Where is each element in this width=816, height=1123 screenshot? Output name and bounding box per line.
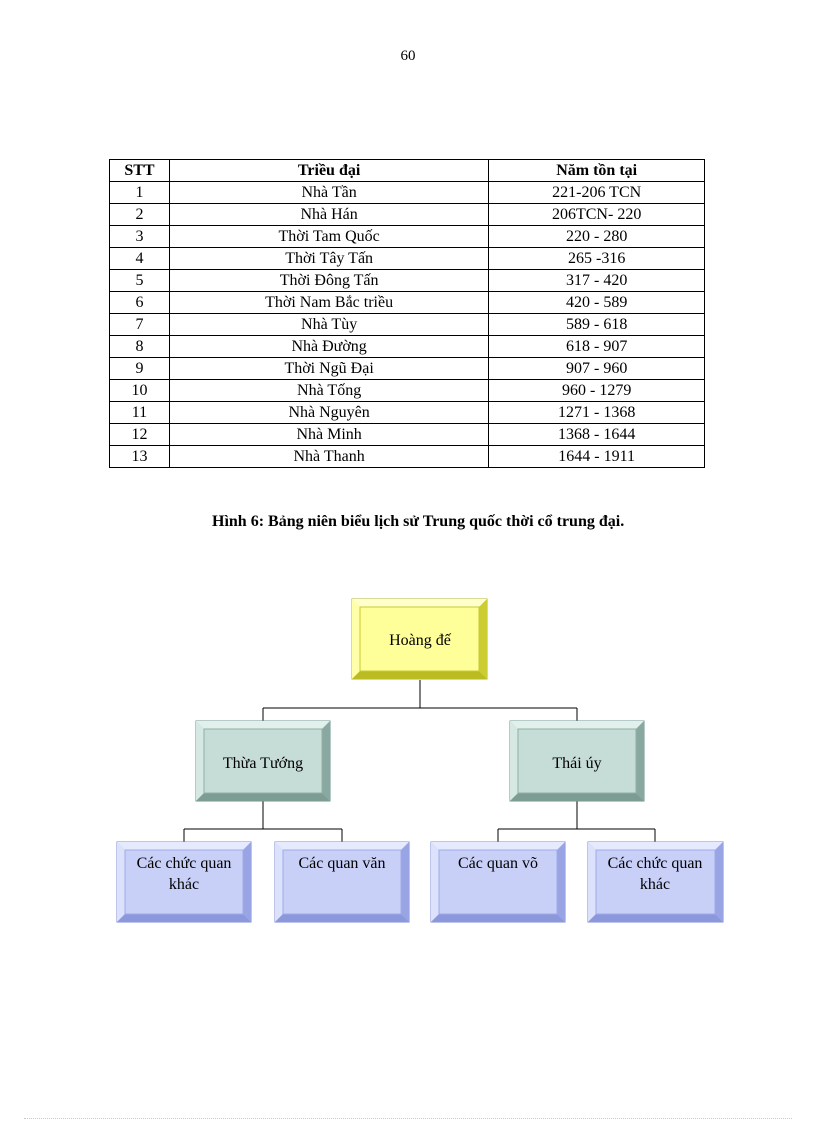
cell-years: 265 -316 (489, 248, 705, 270)
cell-stt: 10 (110, 380, 170, 402)
cell-dynasty: Nhà Đường (169, 336, 488, 358)
cell-years: 960 - 1279 (489, 380, 705, 402)
cell-stt: 11 (110, 402, 170, 424)
org-leaf-1-line-2: khác (168, 876, 200, 893)
page-bottom-divider (24, 1118, 792, 1119)
cell-stt: 8 (110, 336, 170, 358)
cell-dynasty: Thời Tam Quốc (169, 226, 488, 248)
org-box-root (352, 599, 487, 679)
org-right-label: Thái úy (552, 755, 602, 772)
org-box-left (196, 721, 330, 801)
cell-stt: 1 (110, 182, 170, 204)
cell-dynasty: Thời Tây Tấn (169, 248, 488, 270)
cell-years: 907 - 960 (489, 358, 705, 380)
cell-dynasty: Nhà Hán (169, 204, 488, 226)
org-box-right (510, 721, 644, 801)
cell-stt: 3 (110, 226, 170, 248)
header-stt: STT (110, 160, 170, 182)
cell-stt: 2 (110, 204, 170, 226)
cell-years: 1368 - 1644 (489, 424, 705, 446)
org-box-leaf-1 (117, 842, 251, 922)
cell-stt: 7 (110, 314, 170, 336)
cell-stt: 13 (110, 446, 170, 468)
cell-years: 1271 - 1368 (489, 402, 705, 424)
cell-years: 420 - 589 (489, 292, 705, 314)
cell-stt: 4 (110, 248, 170, 270)
page-number: 60 (400, 48, 416, 64)
org-box-leaf-4 (588, 842, 723, 922)
cell-years: 589 - 618 (489, 314, 705, 336)
org-root-label: Hoàng đế (389, 632, 451, 649)
org-leaf-3-line-1: Các quan võ (458, 855, 538, 872)
org-leaf-2-line-1: Các quan văn (298, 855, 386, 872)
cell-dynasty: Nhà Tùy (169, 314, 488, 336)
cell-stt: 9 (110, 358, 170, 380)
figure-caption: Hình 6: Bảng niên biểu lịch sử Trung quốc thời cổ trung đại. (212, 513, 625, 530)
cell-stt: 12 (110, 424, 170, 446)
cell-years: 221-206 TCN (489, 182, 705, 204)
cell-dynasty: Nhà Nguyên (169, 402, 488, 424)
cell-years: 1644 - 1911 (489, 446, 705, 468)
cell-dynasty: Thời Ngũ Đại (169, 358, 488, 380)
org-left-label: Thừa Tướng (222, 755, 304, 772)
cell-dynasty: Nhà Tần (169, 182, 488, 204)
org-box-leaf-2 (275, 842, 409, 922)
org-leaf-4-line-1: Các chức quan (607, 855, 703, 872)
cell-years: 220 - 280 (489, 226, 705, 248)
cell-dynasty: Nhà Thanh (169, 446, 488, 468)
cell-dynasty: Thời Đông Tấn (169, 270, 488, 292)
cell-years: 206TCN- 220 (489, 204, 705, 226)
header-years: Năm tồn tại (489, 160, 705, 182)
cell-dynasty: Nhà Tống (169, 380, 488, 402)
cell-dynasty: Thời Nam Bắc triều (169, 292, 488, 314)
cell-stt: 6 (110, 292, 170, 314)
cell-years: 618 - 907 (489, 336, 705, 358)
cell-years: 317 - 420 (489, 270, 705, 292)
org-box-leaf-3 (431, 842, 565, 922)
cell-stt: 5 (110, 270, 170, 292)
header-dynasty: Triều đại (169, 160, 488, 182)
org-leaf-4-line-2: khác (639, 876, 671, 893)
org-leaf-1-line-1: Các chức quan (136, 855, 232, 872)
cell-dynasty: Nhà Minh (169, 424, 488, 446)
